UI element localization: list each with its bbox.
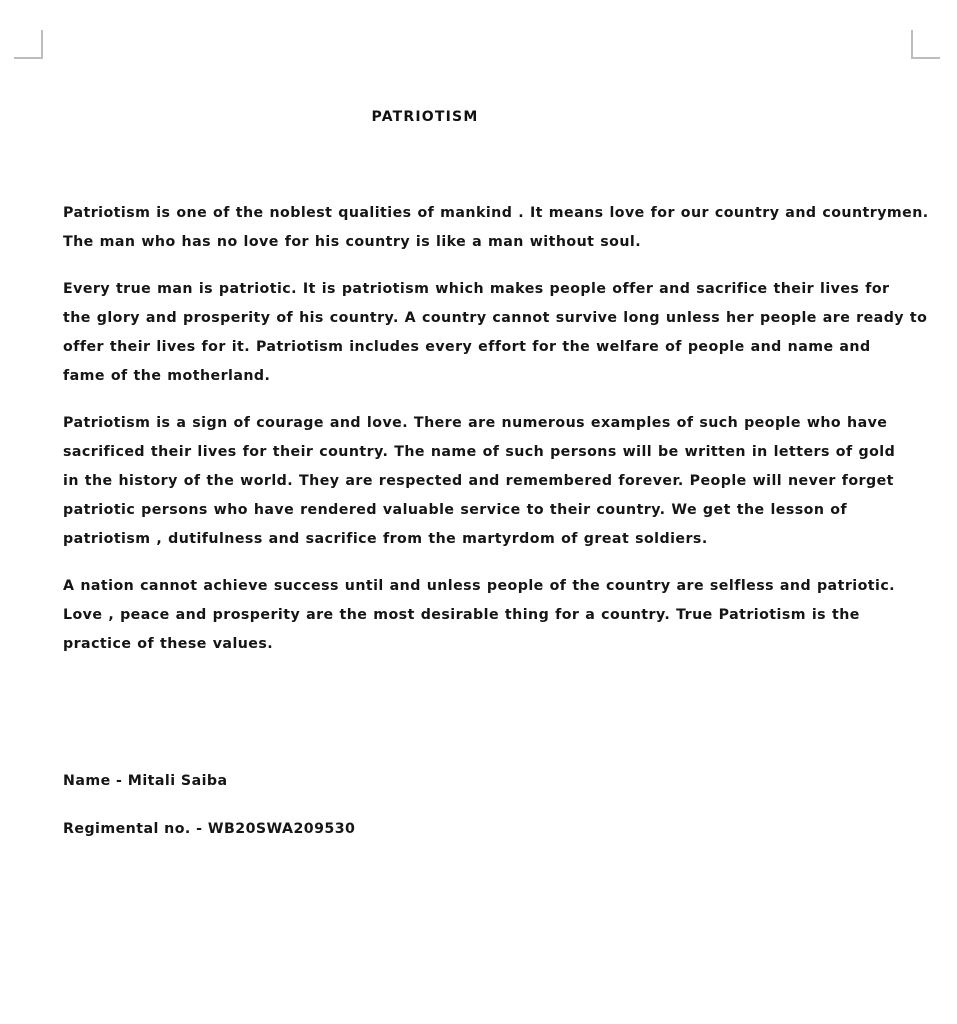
- text-line: the glory and prosperity of his country. A country cannot survive long unless her people are ready to: [63, 310, 928, 326]
- top-right-margin-mark: [911, 30, 940, 59]
- paragraph-1: [63, 199, 929, 257]
- text-line: practice of these values.: [63, 636, 274, 652]
- text-line: A nation cannot achieve success until and unless people of the country are selfless and patriotic.: [63, 578, 896, 594]
- paragraph-3: [63, 409, 923, 554]
- text-line: Every true man is patriotic. It is patriotism which makes people offer and sacrifice their lives for: [63, 281, 890, 297]
- top-left-margin-mark: [14, 30, 43, 59]
- text-line: Patriotism is one of the noblest qualities of mankind . It means love for our country and countrymen.: [63, 205, 929, 221]
- text-line: patriotic persons who have rendered valuable service to their country. We get the lesson of: [63, 502, 848, 518]
- text-line: sacrificed their lives for their country. The name of such persons will be written in letters of gold: [63, 444, 896, 460]
- document-body: [63, 199, 929, 677]
- text-line: fame of the motherland.: [63, 368, 271, 384]
- signature-name: Name - Mitali Saiba: [63, 773, 228, 789]
- signature-regimental-number: Regimental no. - WB20SWA209530: [63, 821, 356, 837]
- text-line: Love , peace and prosperity are the most desirable thing for a country. True Patriotism is the: [63, 607, 860, 623]
- text-line: patriotism , dutifulness and sacrifice from the martyrdom of great soldiers.: [63, 531, 708, 547]
- paragraph-2: [63, 275, 928, 391]
- text-line: offer their lives for it. Patriotism includes every effort for the welfare of people and name and: [63, 339, 871, 355]
- paragraph-4: [63, 572, 923, 659]
- text-line: Patriotism is a sign of courage and love. There are numerous examples of such people who have: [63, 415, 888, 431]
- text-line: The man who has no love for his country is like a man without soul.: [63, 234, 642, 250]
- text-line: in the history of the world. They are respected and remembered forever. People will never forget: [63, 473, 894, 489]
- document-title: PATRIOTISM: [371, 109, 479, 125]
